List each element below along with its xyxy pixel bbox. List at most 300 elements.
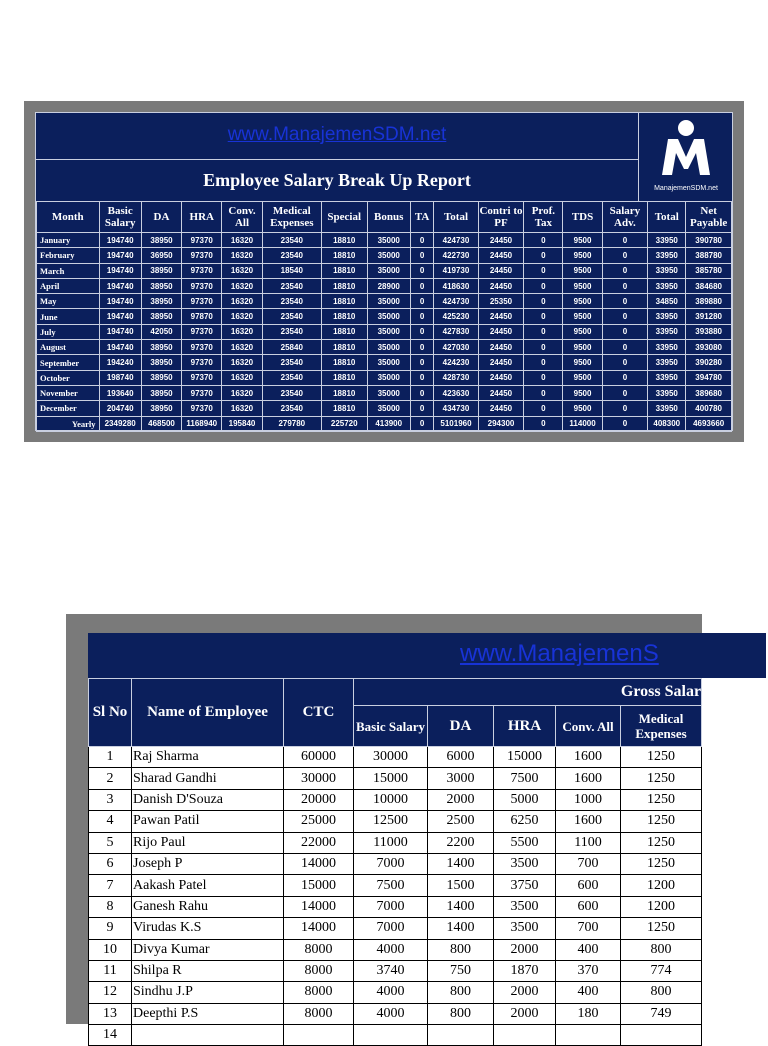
sheet-header xyxy=(88,633,766,678)
value-cell: 194740 xyxy=(99,294,141,309)
table-row xyxy=(37,294,732,309)
value-cell: 38950 xyxy=(141,340,181,355)
value-cell: 33950 xyxy=(648,233,686,248)
basic-cell: 30000 xyxy=(354,747,428,768)
value-cell: 24450 xyxy=(478,340,524,355)
employee-name-cell: Ganesh Rahu xyxy=(132,896,284,917)
da-cell: 2200 xyxy=(428,832,494,853)
value-cell: 408300 xyxy=(648,416,686,431)
col-sl-no: Sl No xyxy=(89,679,132,747)
medical-cell xyxy=(621,1025,702,1046)
ctc-cell: 15000 xyxy=(284,875,354,896)
medical-cell: 1250 xyxy=(621,768,702,789)
value-cell: 16320 xyxy=(222,309,262,324)
value-cell: 35000 xyxy=(367,233,410,248)
sl-no-cell: 12 xyxy=(89,982,132,1003)
value-cell: 18810 xyxy=(321,248,367,263)
conv-cell: 1600 xyxy=(556,811,621,832)
value-cell: 294300 xyxy=(478,416,524,431)
value-cell: 25350 xyxy=(478,294,524,309)
value-cell: 35000 xyxy=(367,340,410,355)
basic-cell: 12500 xyxy=(354,811,428,832)
value-cell: 16320 xyxy=(222,370,262,385)
value-cell: 24450 xyxy=(478,263,524,278)
da-cell: 1400 xyxy=(428,896,494,917)
report-title: Employee Salary Break Up Report xyxy=(203,170,471,190)
value-cell: 23540 xyxy=(262,309,321,324)
value-cell: 24450 xyxy=(478,324,524,339)
value-cell: 23540 xyxy=(262,278,321,293)
value-cell: 390280 xyxy=(686,355,732,370)
value-cell: 35000 xyxy=(367,294,410,309)
value-cell: 97370 xyxy=(182,233,222,248)
value-cell: 0 xyxy=(602,309,648,324)
value-cell: 35000 xyxy=(367,324,410,339)
hra-cell: 2000 xyxy=(494,939,556,960)
value-cell: 24450 xyxy=(478,355,524,370)
value-cell: 434730 xyxy=(434,401,478,416)
value-cell: 0 xyxy=(410,263,433,278)
table-row xyxy=(37,263,732,278)
value-cell: 1168940 xyxy=(182,416,222,431)
logo-text: ManajemenSDM.net xyxy=(654,185,718,192)
value-cell: 0 xyxy=(602,324,648,339)
value-cell: 194740 xyxy=(99,340,141,355)
value-cell: 97370 xyxy=(182,248,222,263)
value-cell: 0 xyxy=(602,248,648,263)
value-cell: 393880 xyxy=(686,324,732,339)
value-cell: 23540 xyxy=(262,355,321,370)
table-row xyxy=(89,747,702,768)
value-cell: 194740 xyxy=(99,324,141,339)
medical-cell: 749 xyxy=(621,1003,702,1024)
value-cell: 24450 xyxy=(478,248,524,263)
da-cell: 800 xyxy=(428,1003,494,1024)
table-row xyxy=(37,248,732,263)
sl-no-cell: 4 xyxy=(89,811,132,832)
value-cell: 391280 xyxy=(686,309,732,324)
table-row xyxy=(89,918,702,939)
value-cell: 33950 xyxy=(648,263,686,278)
da-cell: 1400 xyxy=(428,918,494,939)
ctc-cell: 8000 xyxy=(284,960,354,981)
table-row xyxy=(89,896,702,917)
value-cell: 18810 xyxy=(321,278,367,293)
conv-cell: 370 xyxy=(556,960,621,981)
column-header: Special xyxy=(321,202,367,233)
employee-name-cell: Sharad Gandhi xyxy=(132,768,284,789)
medical-cell: 1250 xyxy=(621,789,702,810)
ctc-cell: 14000 xyxy=(284,853,354,874)
medical-cell: 1250 xyxy=(621,747,702,768)
value-cell: 23540 xyxy=(262,324,321,339)
da-cell: 750 xyxy=(428,960,494,981)
value-cell: 198740 xyxy=(99,370,141,385)
value-cell: 279780 xyxy=(262,416,321,431)
value-cell: 423630 xyxy=(434,385,478,400)
value-cell: 0 xyxy=(602,294,648,309)
value-cell: 38950 xyxy=(141,355,181,370)
value-cell: 25840 xyxy=(262,340,321,355)
hra-cell: 2000 xyxy=(494,1003,556,1024)
col-hra: HRA xyxy=(494,706,556,747)
value-cell: 424230 xyxy=(434,355,478,370)
value-cell: 427030 xyxy=(434,340,478,355)
sl-no-cell: 13 xyxy=(89,1003,132,1024)
value-cell: 16320 xyxy=(222,324,262,339)
month-cell: Yearly xyxy=(37,416,100,431)
basic-cell: 4000 xyxy=(354,982,428,1003)
table-row xyxy=(89,768,702,789)
ctc-cell: 22000 xyxy=(284,832,354,853)
conv-cell: 1000 xyxy=(556,789,621,810)
logo xyxy=(638,113,733,201)
column-header: DA xyxy=(141,202,181,233)
value-cell: 38950 xyxy=(141,278,181,293)
value-cell: 428730 xyxy=(434,370,478,385)
sl-no-cell: 7 xyxy=(89,875,132,896)
value-cell: 0 xyxy=(524,233,563,248)
value-cell: 33950 xyxy=(648,324,686,339)
value-cell: 0 xyxy=(602,278,648,293)
value-cell: 38950 xyxy=(141,294,181,309)
value-cell: 0 xyxy=(524,385,563,400)
value-cell: 24450 xyxy=(478,370,524,385)
value-cell: 0 xyxy=(602,385,648,400)
value-cell: 9500 xyxy=(563,263,602,278)
value-cell: 33950 xyxy=(648,401,686,416)
report-header xyxy=(36,113,638,201)
value-cell: 0 xyxy=(524,355,563,370)
table-row xyxy=(89,832,702,853)
conv-cell: 1600 xyxy=(556,768,621,789)
website-link[interactable]: www.ManajemenSDM.net xyxy=(36,113,638,160)
conv-cell: 700 xyxy=(556,853,621,874)
value-cell: 18810 xyxy=(321,340,367,355)
ctc-cell: 25000 xyxy=(284,811,354,832)
ctc-cell: 14000 xyxy=(284,896,354,917)
value-cell: 16320 xyxy=(222,278,262,293)
value-cell: 33950 xyxy=(648,248,686,263)
employee-rows xyxy=(89,747,702,1046)
sl-no-cell: 2 xyxy=(89,768,132,789)
table-row xyxy=(89,982,702,1003)
value-cell: 16320 xyxy=(222,233,262,248)
col-basic: Basic Salary xyxy=(354,706,428,747)
employee-name-cell xyxy=(132,1025,284,1046)
table-body xyxy=(37,233,732,432)
value-cell: 16320 xyxy=(222,401,262,416)
value-cell: 427830 xyxy=(434,324,478,339)
medical-cell: 1250 xyxy=(621,811,702,832)
table-row xyxy=(89,853,702,874)
conv-cell: 1100 xyxy=(556,832,621,853)
value-cell: 97370 xyxy=(182,278,222,293)
medical-cell: 1200 xyxy=(621,875,702,896)
sl-no-cell: 3 xyxy=(89,789,132,810)
value-cell: 0 xyxy=(524,324,563,339)
value-cell: 9500 xyxy=(563,248,602,263)
value-cell: 33950 xyxy=(648,309,686,324)
da-cell: 800 xyxy=(428,982,494,1003)
value-cell: 23540 xyxy=(262,294,321,309)
conv-cell: 700 xyxy=(556,918,621,939)
value-cell: 18810 xyxy=(321,233,367,248)
column-header: Basic Salary xyxy=(99,202,141,233)
employee-name-cell: Aakash Patel xyxy=(132,875,284,896)
value-cell: 424730 xyxy=(434,233,478,248)
basic-cell: 10000 xyxy=(354,789,428,810)
month-cell: February xyxy=(37,248,100,263)
value-cell: 0 xyxy=(524,263,563,278)
conv-cell: 600 xyxy=(556,896,621,917)
value-cell: 9500 xyxy=(563,340,602,355)
ctc-cell: 8000 xyxy=(284,939,354,960)
column-header: Total xyxy=(648,202,686,233)
conv-cell: 1600 xyxy=(556,747,621,768)
value-cell: 0 xyxy=(524,416,563,431)
value-cell: 0 xyxy=(410,294,433,309)
employee-name-cell: Rijo Paul xyxy=(132,832,284,853)
basic-cell: 7500 xyxy=(354,875,428,896)
da-cell xyxy=(428,1025,494,1046)
table-row xyxy=(37,340,732,355)
employee-salary-sheet xyxy=(88,633,768,1043)
month-cell: March xyxy=(37,263,100,278)
value-cell: 35000 xyxy=(367,309,410,324)
value-cell: 384680 xyxy=(686,278,732,293)
employee-name-cell: Shilpa R xyxy=(132,960,284,981)
month-cell: May xyxy=(37,294,100,309)
value-cell: 0 xyxy=(524,248,563,263)
sl-no-cell: 14 xyxy=(89,1025,132,1046)
ctc-cell: 30000 xyxy=(284,768,354,789)
conv-cell: 600 xyxy=(556,875,621,896)
value-cell: 16320 xyxy=(222,355,262,370)
value-cell: 0 xyxy=(524,294,563,309)
value-cell: 35000 xyxy=(367,248,410,263)
value-cell: 16320 xyxy=(222,340,262,355)
medical-cell: 1250 xyxy=(621,832,702,853)
sl-no-cell: 5 xyxy=(89,832,132,853)
month-cell: September xyxy=(37,355,100,370)
value-cell: 9500 xyxy=(563,309,602,324)
employee-name-cell: Divya Kumar xyxy=(132,939,284,960)
conv-cell: 400 xyxy=(556,939,621,960)
hra-cell: 6250 xyxy=(494,811,556,832)
value-cell: 16320 xyxy=(222,248,262,263)
value-cell: 4693660 xyxy=(686,416,732,431)
column-header: Net Payable xyxy=(686,202,732,233)
value-cell: 0 xyxy=(524,370,563,385)
basic-cell: 4000 xyxy=(354,939,428,960)
value-cell: 0 xyxy=(602,401,648,416)
sl-no-cell: 11 xyxy=(89,960,132,981)
hra-cell: 1870 xyxy=(494,960,556,981)
value-cell: 9500 xyxy=(563,294,602,309)
value-cell: 97370 xyxy=(182,294,222,309)
hra-cell: 5000 xyxy=(494,789,556,810)
value-cell: 38950 xyxy=(141,233,181,248)
value-cell: 225720 xyxy=(321,416,367,431)
col-medical: Medical Expenses xyxy=(621,706,702,747)
value-cell: 389680 xyxy=(686,385,732,400)
month-cell: October xyxy=(37,370,100,385)
table-row xyxy=(37,370,732,385)
value-cell: 0 xyxy=(602,416,648,431)
sl-no-cell: 6 xyxy=(89,853,132,874)
table-row xyxy=(37,278,732,293)
basic-cell xyxy=(354,1025,428,1046)
ctc-cell: 8000 xyxy=(284,982,354,1003)
value-cell: 36950 xyxy=(141,248,181,263)
value-cell: 0 xyxy=(602,340,648,355)
website-link[interactable]: www.ManajemenS xyxy=(460,640,659,667)
value-cell: 16320 xyxy=(222,385,262,400)
value-cell: 0 xyxy=(410,233,433,248)
column-header: Conv. All xyxy=(222,202,262,233)
value-cell: 0 xyxy=(524,340,563,355)
value-cell: 33950 xyxy=(648,340,686,355)
value-cell: 0 xyxy=(410,401,433,416)
value-cell: 393080 xyxy=(686,340,732,355)
value-cell: 0 xyxy=(410,278,433,293)
value-cell: 97370 xyxy=(182,340,222,355)
hra-cell: 3500 xyxy=(494,918,556,939)
value-cell: 0 xyxy=(410,248,433,263)
value-cell: 18810 xyxy=(321,263,367,278)
da-cell: 2500 xyxy=(428,811,494,832)
table-row xyxy=(37,355,732,370)
table-row xyxy=(89,875,702,896)
value-cell: 16320 xyxy=(222,263,262,278)
salary-table xyxy=(36,201,732,432)
value-cell: 35000 xyxy=(367,370,410,385)
salary-breakup-report xyxy=(24,101,744,442)
employee-name-cell: Sindhu J.P xyxy=(132,982,284,1003)
value-cell: 23540 xyxy=(262,385,321,400)
value-cell: 23540 xyxy=(262,248,321,263)
column-header: HRA xyxy=(182,202,222,233)
da-cell: 1500 xyxy=(428,875,494,896)
value-cell: 0 xyxy=(410,340,433,355)
da-cell: 2000 xyxy=(428,789,494,810)
value-cell: 33950 xyxy=(648,355,686,370)
value-cell: 23540 xyxy=(262,401,321,416)
basic-cell: 3740 xyxy=(354,960,428,981)
employee-name-cell: Deepthi P.S xyxy=(132,1003,284,1024)
employee-name-cell: Virudas K.S xyxy=(132,918,284,939)
sl-no-cell: 8 xyxy=(89,896,132,917)
conv-cell: 400 xyxy=(556,982,621,1003)
medical-cell: 1250 xyxy=(621,853,702,874)
value-cell: 24450 xyxy=(478,278,524,293)
employee-name-cell: Raj Sharma xyxy=(132,747,284,768)
employee-table xyxy=(88,678,702,1046)
value-cell: 194740 xyxy=(99,278,141,293)
value-cell: 97370 xyxy=(182,355,222,370)
value-cell: 9500 xyxy=(563,278,602,293)
value-cell: 9500 xyxy=(563,233,602,248)
column-header: Bonus xyxy=(367,202,410,233)
value-cell: 18810 xyxy=(321,385,367,400)
employee-name-cell: Pawan Patil xyxy=(132,811,284,832)
table-row xyxy=(37,309,732,324)
conv-cell: 180 xyxy=(556,1003,621,1024)
value-cell: 24450 xyxy=(478,401,524,416)
medical-cell: 800 xyxy=(621,982,702,1003)
table-row xyxy=(37,233,732,248)
value-cell: 9500 xyxy=(563,370,602,385)
basic-cell: 4000 xyxy=(354,1003,428,1024)
hra-cell: 3500 xyxy=(494,853,556,874)
ctc-cell: 60000 xyxy=(284,747,354,768)
value-cell: 28900 xyxy=(367,278,410,293)
sl-no-cell: 9 xyxy=(89,918,132,939)
col-name: Name of Employee xyxy=(132,679,284,747)
conv-cell xyxy=(556,1025,621,1046)
value-cell: 97370 xyxy=(182,385,222,400)
value-cell: 97370 xyxy=(182,263,222,278)
value-cell: 34850 xyxy=(648,294,686,309)
basic-cell: 7000 xyxy=(354,918,428,939)
basic-cell: 7000 xyxy=(354,896,428,917)
value-cell: 23540 xyxy=(262,370,321,385)
value-cell: 2349280 xyxy=(99,416,141,431)
ctc-cell: 8000 xyxy=(284,1003,354,1024)
value-cell: 18810 xyxy=(321,309,367,324)
value-cell: 413900 xyxy=(367,416,410,431)
value-cell: 385780 xyxy=(686,263,732,278)
value-cell: 33950 xyxy=(648,370,686,385)
value-cell: 419730 xyxy=(434,263,478,278)
value-cell: 9500 xyxy=(563,385,602,400)
column-header: Salary Adv. xyxy=(602,202,648,233)
hra-cell: 15000 xyxy=(494,747,556,768)
table-row xyxy=(89,811,702,832)
basic-cell: 15000 xyxy=(354,768,428,789)
month-cell: December xyxy=(37,401,100,416)
basic-cell: 11000 xyxy=(354,832,428,853)
employee-name-cell: Joseph P xyxy=(132,853,284,874)
value-cell: 18810 xyxy=(321,355,367,370)
value-cell: 97370 xyxy=(182,324,222,339)
table-row xyxy=(89,1025,702,1046)
col-ctc: CTC xyxy=(284,679,354,747)
value-cell: 0 xyxy=(410,370,433,385)
value-cell: 24450 xyxy=(478,233,524,248)
value-cell: 18810 xyxy=(321,294,367,309)
month-cell: July xyxy=(37,324,100,339)
table-row xyxy=(89,789,702,810)
value-cell: 33950 xyxy=(648,278,686,293)
column-header: TA xyxy=(410,202,433,233)
value-cell: 16320 xyxy=(222,294,262,309)
table-row xyxy=(37,401,732,416)
table-row xyxy=(89,1003,702,1024)
employee-name-cell: Danish D'Souza xyxy=(132,789,284,810)
value-cell: 0 xyxy=(602,233,648,248)
hra-cell: 3750 xyxy=(494,875,556,896)
table-row xyxy=(89,960,702,981)
hra-cell: 2000 xyxy=(494,982,556,1003)
value-cell: 18540 xyxy=(262,263,321,278)
column-header: Medical Expenses xyxy=(262,202,321,233)
da-cell: 3000 xyxy=(428,768,494,789)
value-cell: 42050 xyxy=(141,324,181,339)
hra-cell xyxy=(494,1025,556,1046)
hra-cell: 5500 xyxy=(494,832,556,853)
